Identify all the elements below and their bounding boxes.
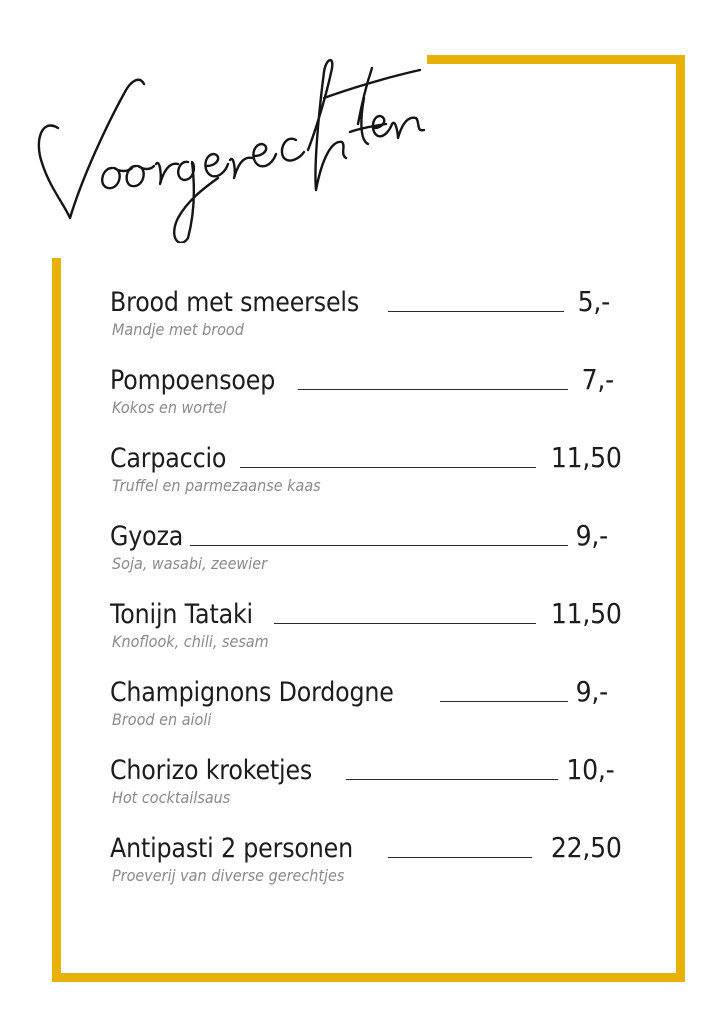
menu-item [110, 434, 630, 512]
item-name: Carpaccio [110, 443, 227, 474]
item-price: 22,50 [551, 831, 622, 864]
item-description: Hot cocktailsaus [112, 788, 231, 807]
item-price: 5,- [577, 285, 610, 318]
menu-item [110, 512, 630, 590]
leader-line [440, 701, 568, 703]
frame-top-border [427, 55, 685, 64]
item-name: Brood met smeersels [110, 287, 360, 318]
menu-item [110, 824, 630, 902]
leader-line [346, 779, 558, 781]
item-name: Chorizo kroketjes [110, 755, 313, 786]
menu-item-row [110, 356, 622, 398]
leader-line [298, 389, 568, 391]
menu-item [110, 746, 630, 824]
leader-line [388, 311, 564, 313]
leader-line [274, 623, 536, 625]
item-name: Gyoza [110, 521, 184, 552]
item-name: Antipasti 2 personen [110, 833, 354, 864]
item-description: Soja, wasabi, zeewier [112, 554, 267, 573]
item-name: Champignons Dordogne [110, 677, 394, 708]
frame-right-border [676, 55, 685, 982]
menu-item-row [110, 512, 622, 554]
menu-item-row [110, 824, 622, 866]
frame-left-border [52, 258, 61, 982]
menu-item-row [110, 668, 622, 710]
menu-heading [28, 28, 428, 243]
item-name: Pompoensoep [110, 365, 276, 396]
menu-item [110, 278, 630, 356]
heading-script-artwork [28, 28, 428, 243]
item-description: Kokos en wortel [112, 398, 227, 417]
item-name: Tonijn Tataki [110, 599, 253, 630]
leader-line [190, 545, 568, 547]
item-price: 9,- [575, 519, 608, 552]
item-price: 10,- [565, 753, 614, 786]
item-description: Knoflook, chili, sesam [112, 632, 269, 651]
item-price: 11,50 [551, 441, 622, 474]
menu-item [110, 590, 630, 668]
leader-line [388, 857, 532, 859]
menu-item [110, 356, 630, 434]
menu-item [110, 668, 630, 746]
item-price: 11,50 [551, 597, 622, 630]
menu-item-row [110, 590, 622, 632]
menu-list [110, 278, 630, 902]
menu-item-row [110, 434, 622, 476]
item-description: Mandje met brood [112, 320, 244, 339]
leader-line [240, 467, 536, 469]
menu-item-row [110, 278, 622, 320]
item-description: Proeverij van diverse gerechtjes [112, 866, 345, 885]
frame-bottom-border [52, 973, 685, 982]
item-price: 9,- [575, 675, 608, 708]
item-description: Brood en aioli [112, 710, 212, 729]
menu-item-row [110, 746, 622, 788]
item-price: 7,- [581, 363, 614, 396]
item-description: Truffel en parmezaanse kaas [112, 476, 321, 495]
